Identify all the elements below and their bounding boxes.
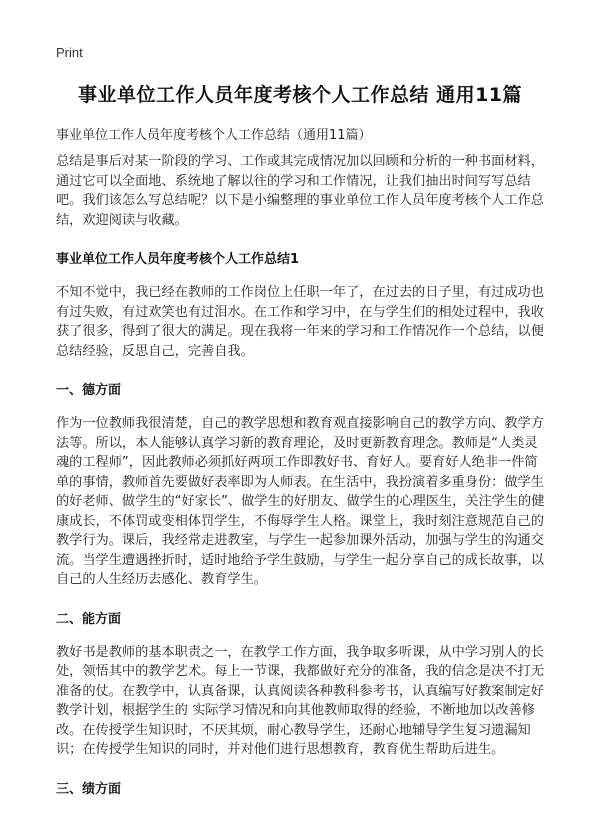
article-heading: 事业单位工作人员年度考核个人工作总结1 [56, 252, 300, 267]
article-intro-paragraph: 不知不觉中，我已经在教师的工作岗位上任职一年了，在过去的日子里，有过成功也有过失败，有过欢笑也有过泪水。在工作和学习中，在与学生们的相处过程中，我收获了很多，得到了很大的满足。现在我将一年来的学习和工作情况作一个总结，以便总结经验，反思自己，完善自我。 [56, 285, 544, 359]
document-subtitle: 事业单位工作人员年度考核个人工作总结（通用11篇） [56, 128, 372, 143]
intro-paragraph: 总结是事后对某一阶段的学习、工作或其完成情况加以回顾和分析的一种书面材料，通过它可以全面地、系统地了解以往的学习和工作情况，让我们抽出时间写写总结吧。我们该怎么写总结呢？以下是小编整理的事业单位工作人员年度考核个人工作总结，欢迎阅读与收藏。 [56, 154, 544, 228]
print-label[interactable]: Print [56, 45, 83, 60]
document-content [56, 152, 550, 797]
section-heading-ji: 三、绩方面 [56, 781, 122, 797]
section-body-de: 作为一位教师我很清楚，自己的教学思想和教育观直接影响自己的教学方向、教学方法等。所以，本人能够认真学习新的教育理论，及时更新教育理念。教师是“人类灵魂的工程师”，因此教师必须抓好两项工作即教好书、育好人。要育好人绝非一件简单的事情，教师首先要做好表率即为人师表。在生活中，我扮演着多重身份：做学生的好老师、做学生的“好家长”、做学生的好朋友、做学生的心理医生，关注学生的健康成长，不体罚或变相体罚学生，不侮辱学生人格。课堂上，我时刻注意规范自己的教学行为。课后，我经常走进教室，与学生一起参加课外活动，加强与学生的沟通交流。当学生遭遇挫折时，适时地给予学生鼓励，与学生一起分享自己的成长故事，以自己的人生经历去感化、教育学生。 [56, 416, 545, 587]
page-title: 事业单位工作人员年度考核个人工作总结 通用11篇 [77, 84, 523, 106]
section-heading-de: 一、德方面 [56, 383, 122, 398]
section-body-neng: 教好书是教师的基本职责之一，在教学工作方面，我争取多听课，从中学习别人的长处，领悟其中的教学艺术。每上一节课，我都做好充分的准备，我的信念是决不打无准备的仗。在教学中，认真备课，认真阅读各种教科参考书，认真编写好教案制定好教学计划，根据学生的 实际学习情况和向其他教师取得的经验，不断地加以改善修改。在传授学生知识时，不厌其烦，耐心教导学生，还耐心地辅导学生复习遗漏知识；在传授学生知识的同时，并对他们进行思想教育，教育优生帮助后进生。 [56, 644, 544, 757]
section-heading-neng: 二、能方面 [56, 611, 122, 627]
